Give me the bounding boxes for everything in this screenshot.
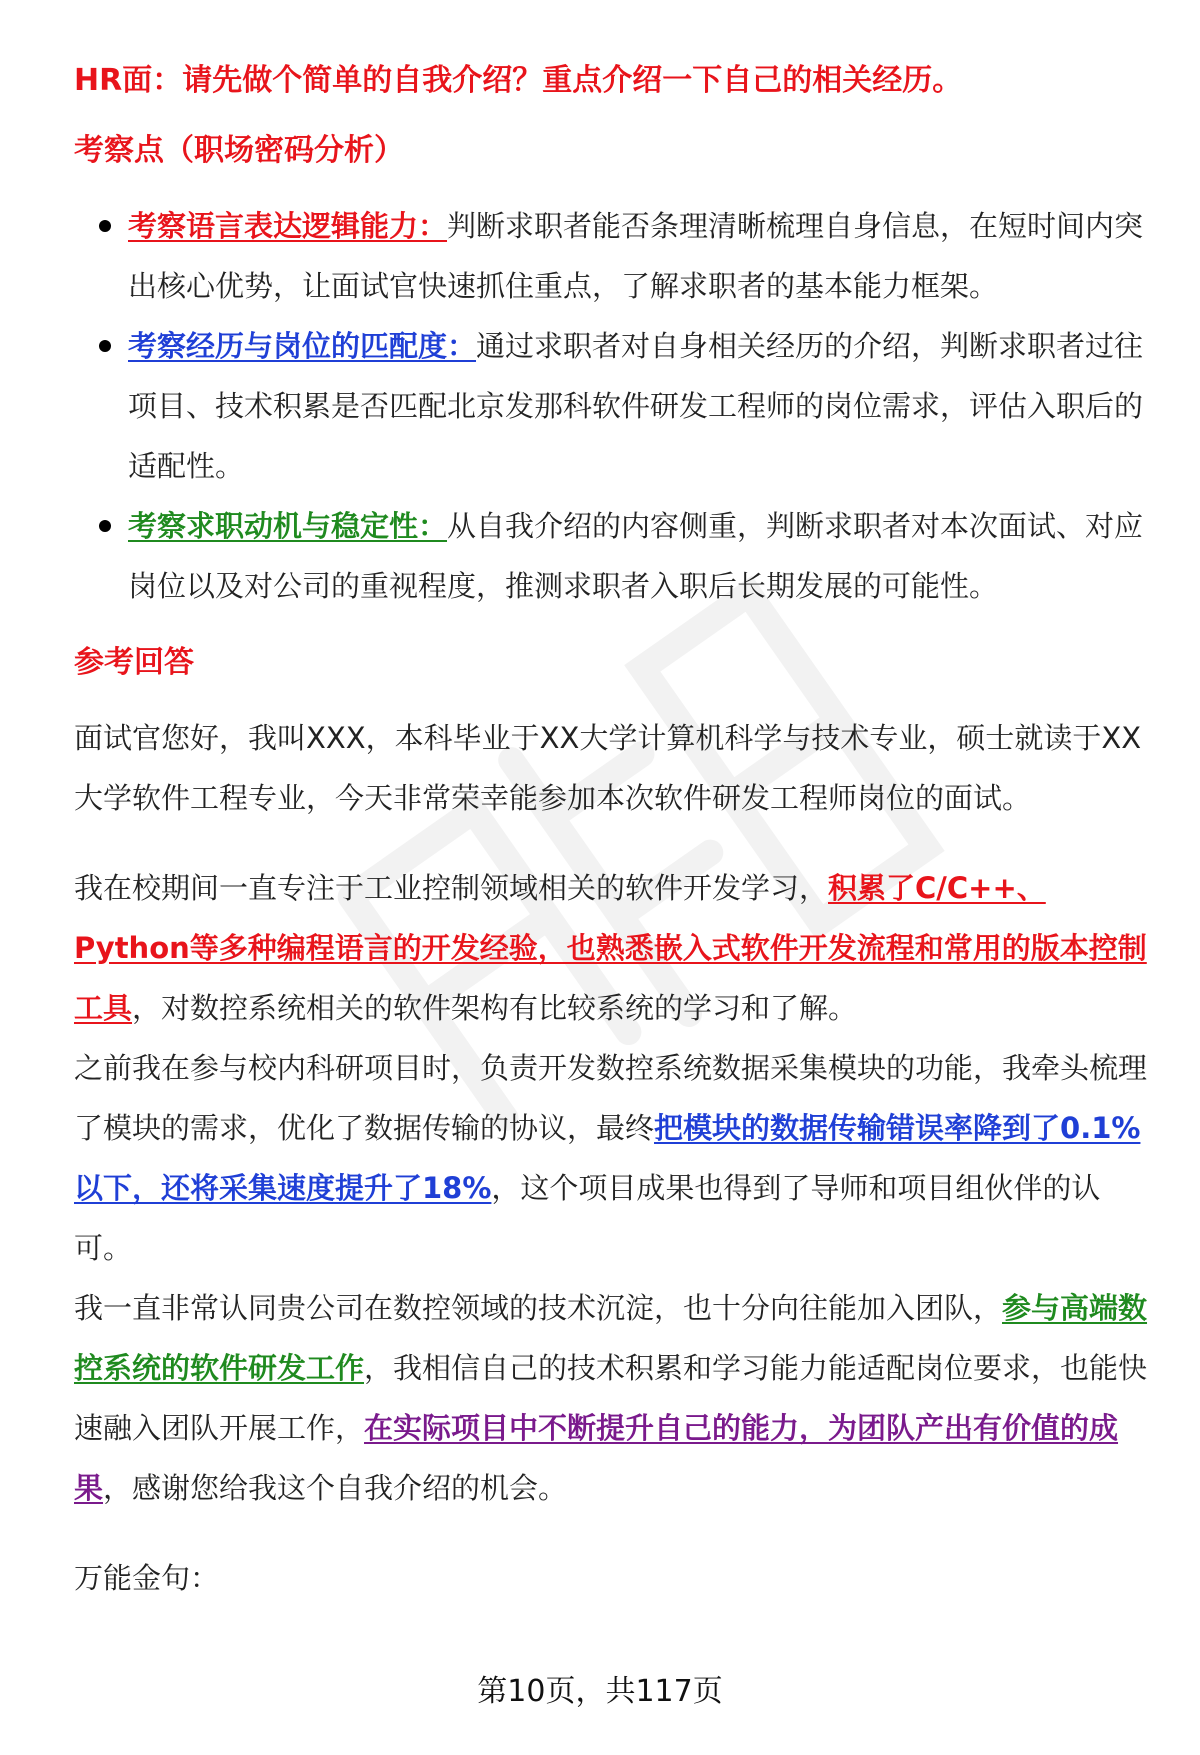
analysis-point	[74, 496, 1148, 616]
point-text: 通过求职者对自身相关经历的介绍，判断求职者过往项目、技术积累是否匹配北京发那科软件研发工程师的岗位需求，评估入职后的适配性。	[128, 329, 1144, 483]
paragraph-text: ，感谢您给我这个自我介绍的机会。	[103, 1471, 568, 1505]
paragraph-text: ，我相信自己的技术积累和学习能力能适配岗位要求，也能快速融入团队开展工作，	[74, 1351, 1148, 1445]
paragraph-text: 我在校期间一直专注于工业控制领域相关的软件开发学习，	[74, 871, 829, 905]
analysis-point	[74, 316, 1148, 496]
highlight-results: 把模块的数据传输错误率降到了0.1%以下，还将采集速度提升了18%	[74, 1111, 1141, 1205]
answer-skills-paragraph	[74, 858, 1148, 1038]
paragraph-gap	[74, 828, 1148, 858]
golden-sentence-label: 万能金句：	[74, 1561, 220, 1595]
point-text: 从自我介绍的内容侧重，判断求职者对本次面试、对应岗位以及对公司的重视程度，推测求职者入职后长期发展的可能性。	[128, 509, 1144, 603]
point-keyword: 考察经历与岗位的匹配度：	[128, 329, 477, 363]
answer-motivation-paragraph	[74, 1278, 1148, 1518]
document-content	[74, 58, 1148, 1608]
question-heading: HR面：请先做个简单的自我介绍？重点介绍一下自己的相关经历。	[74, 63, 963, 98]
page-footer: 第10页，共117页	[477, 1674, 723, 1709]
answer-intro-paragraph: 面试官您好，我叫XXX，本科毕业于XX大学计算机科学与技术专业，硕士就读于XX大学软件工程专业，今天非常荣幸能参加本次软件研发工程师岗位的面试。	[74, 721, 1142, 815]
analysis-point	[74, 196, 1148, 316]
paragraph-text: ，对数控系统相关的软件架构有比较系统的学习和了解。	[132, 991, 858, 1025]
point-text: 判断求职者能否条理清晰梳理自身信息，在短时间内突出核心优势，让面试官快速抓住重点，了解求职者的基本能力框架。	[128, 209, 1144, 303]
highlight-skills: 积累了C/C++、Python等多种编程语言的开发经验，也熟悉嵌入式软件开发流程和常用的版本控制工具	[74, 871, 1147, 1025]
analysis-points-list	[74, 196, 1148, 616]
answer-project-paragraph	[74, 1038, 1148, 1278]
paragraph-text: 之前我在参与校内科研项目时，负责开发数控系统数据采集模块的功能，我牵头梳理了模块的需求，优化了数据传输的协议，最终	[74, 1051, 1148, 1145]
answer-heading: 参考回答	[74, 645, 194, 680]
highlight-goal: 在实际项目中不断提升自己的能力，为团队产出有价值的成果	[74, 1411, 1119, 1505]
highlight-motivation: 参与高端数控系统的软件研发工作	[74, 1291, 1148, 1385]
point-keyword: 考察求职动机与稳定性：	[128, 509, 448, 543]
paragraph-gap	[74, 1518, 1148, 1548]
paragraph-text: 我一直非常认同贵公司在数控领域的技术沉淀，也十分向往能加入团队，	[74, 1291, 1003, 1325]
analysis-heading: 考察点（职场密码分析）	[74, 133, 404, 168]
point-keyword: 考察语言表达逻辑能力：	[128, 209, 448, 243]
paragraph-text: ，这个项目成果也得到了导师和项目组伙伴的认可。	[74, 1171, 1101, 1265]
